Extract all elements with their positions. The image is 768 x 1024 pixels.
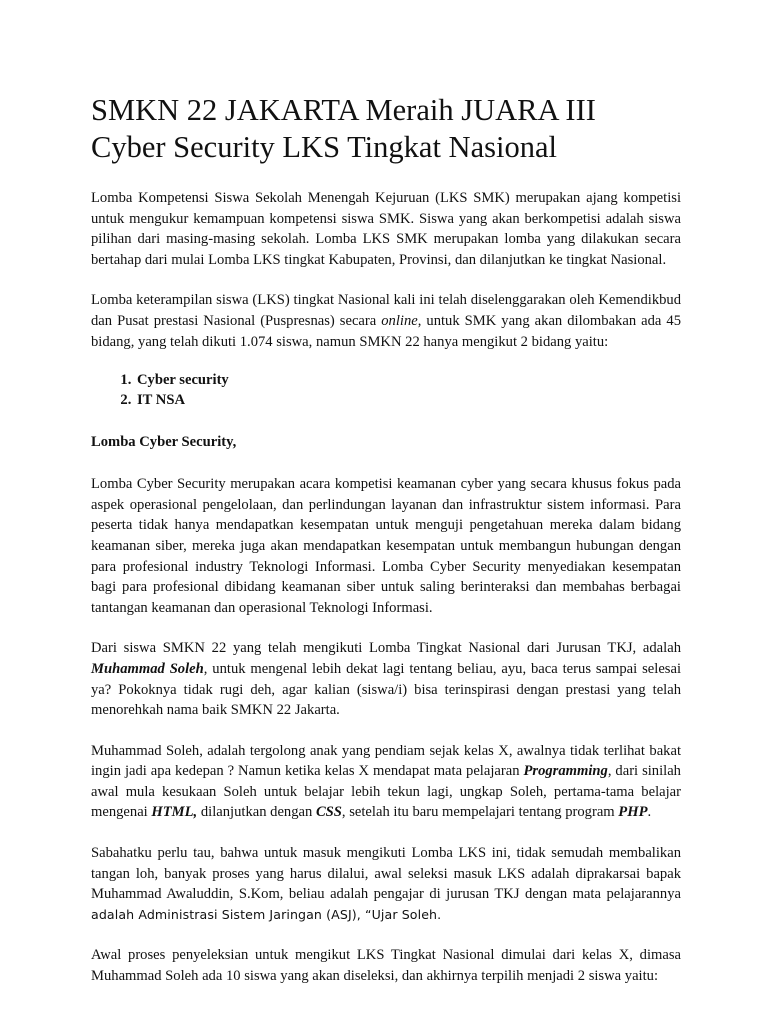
competition-fields-list xyxy=(91,370,681,410)
online-italic-text: online xyxy=(381,312,418,329)
document-page xyxy=(91,92,681,1007)
article-title-line-2: Cyber Security LKS Tingkat Nasional xyxy=(91,130,557,164)
background-text-5: . xyxy=(647,804,652,821)
student-name: Muhammad Soleh xyxy=(91,660,204,677)
background-text-4: , setelah itu baru mempelajari tentang program xyxy=(341,804,619,821)
background-text-2: , dari sinilah awal mula kesukaan Soleh untuk belajar lebih tekun lagi, ungkap Soleh, pertama-tama belajar mengenai xyxy=(91,763,681,821)
background-text-3: dilanjutkan dengan xyxy=(197,804,316,821)
selection-process-text: Sabahatku perlu tau, bahwa untuk masuk mengikuti Lomba LKS ini, tidak semudah membalikan tangan loh, banyak proses yang harus dilalui, awal seleksi masuk LKS adalah diprakarsai bapak Muhammad Awaluddin, S.Kom, beliau adalah pengajar di jurusan TKJ dengan mata pelajarannya xyxy=(91,845,681,903)
article-title xyxy=(91,92,681,166)
paragraph-national-lks-text-1: Lomba keterampilan siswa (LKS) tingkat Nasional kali ini telah diselenggarakan oleh Kemendikbud dan Pusat prestasi Nasional (Puspresnas) secara xyxy=(91,292,681,329)
programming-term: Programming xyxy=(523,763,608,780)
paragraph-student-intro-text-1: Dari siswa SMKN 22 yang telah mengikuti Lomba Tingkat Nasional dari Jurusan TKJ, adalah xyxy=(91,640,681,657)
paragraph-intro: Lomba Kompetensi Siswa Sekolah Menengah Kejuruan (LKS SMK) merupakan ajang kompetisi untuk mengukur kemampuan kompetensi siswa SMK. Siswa yang akan berkompetisi adalah siswa pilihan dari masing-masing sekolah. Lomba LKS SMK merupakan lomba yang dilakukan secara bertahap dari mulai Lomba LKS tingkat Kabupaten, Provinsi, dan dilanjutkan ke tingkat Nasional. xyxy=(91,190,681,268)
paragraph-cyber-security: Lomba Cyber Security merupakan acara kompetisi keamanan cyber yang secara khusus fokus pada aspek operasional pengelolaan, dan perlindungan layanan dan infrastruktur sistem informasi. Para peserta tidak hanya mendapatkan kesempatan untuk menguji pengetahuan mereka dalam bidang keamanan siber, mereka juga akan mendapatkan kesempatan untuk membangun hubungan dengan para profesional industry Teknologi Informasi. Lomba Cyber Security menyediakan kesempatan bagi para profesional dibidang keamanan siber untuk saling berinteraksi dan membahas berbagai tantangan keamanan dan operasional Teknologi Informasi. xyxy=(91,476,681,616)
article-title-line-1: SMKN 22 JAKARTA Meraih JUARA III xyxy=(91,93,596,127)
background-text-1: Muhammad Soleh, adalah tergolong anak yang pendiam sejak kelas X, awalnya tidak terlihat bakat ingin jadi apa kedepan ? Namun ketika kelas X mendapat mata pelajaran xyxy=(91,742,681,780)
php-term: PHP xyxy=(618,804,648,821)
paragraph-selection-start: Awal proses penyeleksian untuk mengikut LKS Tingkat Nasional dimulai dari kelas X, dimasa Muhammad Soleh ada 10 siswa yang akan diseleksi, dan akhirnya terpilih menjadi 2 siswa yaitu: xyxy=(91,947,681,985)
paragraph-national-lks-text-2: , untuk SMK yang akan dilombakan ada 45 bidang, yang telah dikuti 1.074 siswa, namun SMKN 22 hanya mengikut 2 bidang yaitu: xyxy=(91,312,681,350)
section-heading-cyber-security: Lomba Cyber Security, xyxy=(91,434,237,451)
css-term: CSS xyxy=(315,804,342,821)
selection-process-quote: adalah Administrasi Sistem Jaringan (ASJ), “Ujar Soleh. xyxy=(91,906,442,922)
list-item-it-nsa: 2. IT NSA xyxy=(135,390,681,410)
html-term: HTML, xyxy=(151,804,198,821)
paragraph-student-intro xyxy=(91,638,681,720)
paragraph-student-intro-text-2: , untuk mengenal lebih dekat lagi tentang beliau, ayu, baca terus sampai selesai ya? Pokoknya tidak rugi deh, agar kalian (siswa/i) bisa terinspirasi dengan prestasi yang telah menorehkah nama baik SMKN 22 Jakarta. xyxy=(91,660,682,719)
paragraph-student-background xyxy=(91,741,681,823)
paragraph-national-lks xyxy=(91,290,681,352)
paragraph-selection-process xyxy=(91,843,681,925)
list-item-cyber-security: 1. Cyber security xyxy=(135,370,681,390)
